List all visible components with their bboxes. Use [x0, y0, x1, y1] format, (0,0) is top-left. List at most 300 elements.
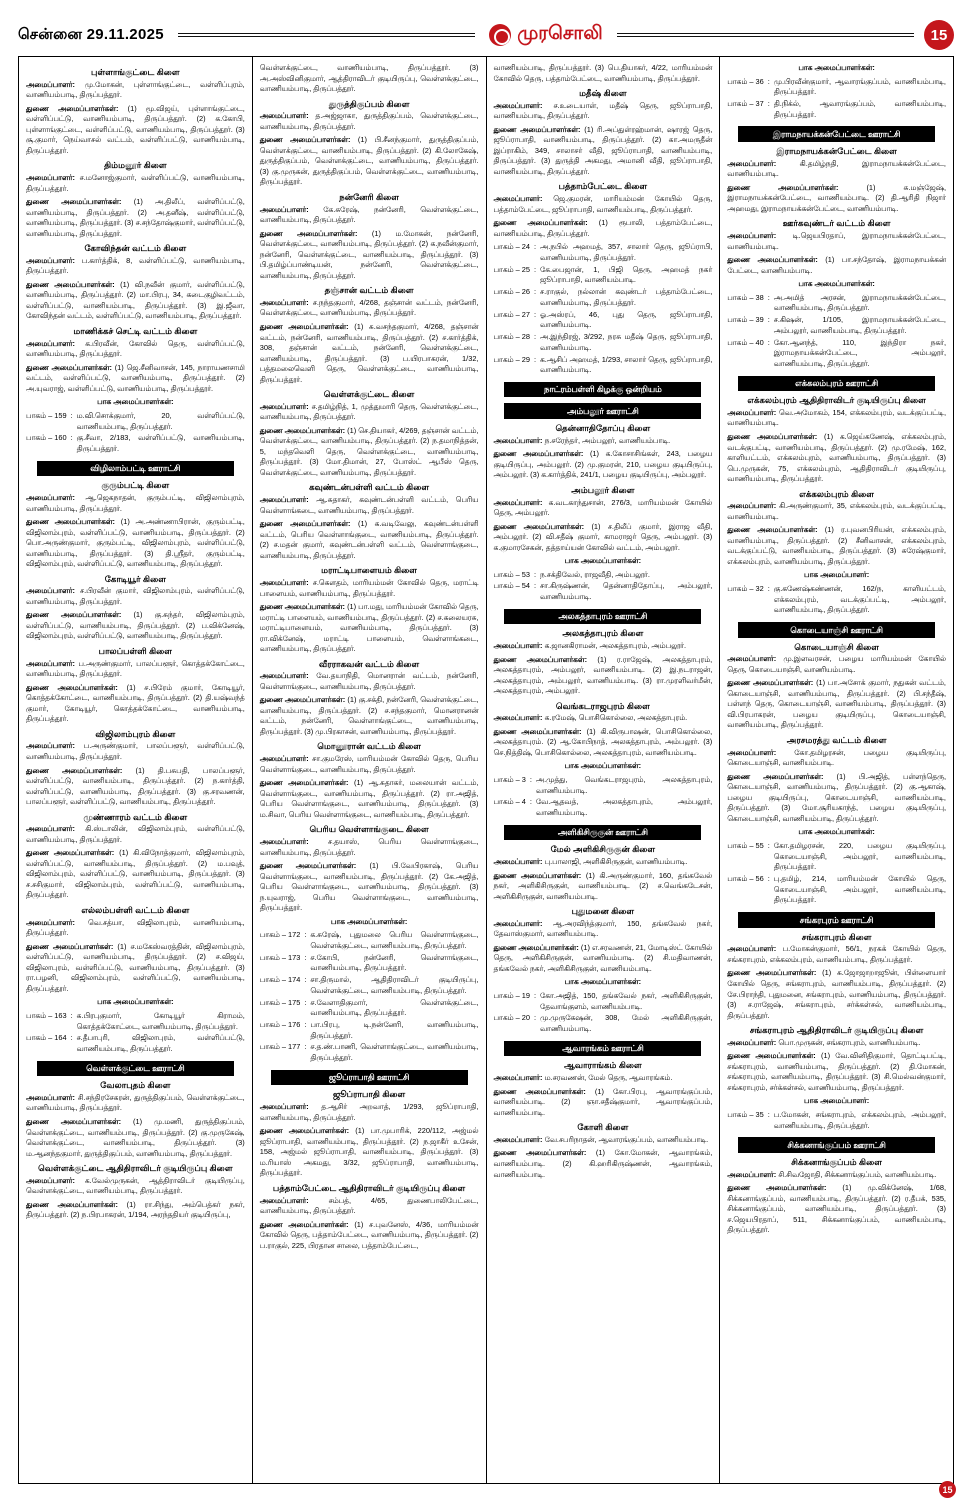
- ward-organiser-name: அ.அமித் அரசன், இராமநாயக்கன்பேட்டை, வாணியம்பாடி, திருப்பத்தூர்.: [773, 292, 946, 313]
- ward-list-row: [727, 338, 946, 370]
- branch-heading: விஜிலாம்புரம் கிளை: [95, 728, 176, 739]
- page-number-badge: 15: [924, 20, 954, 50]
- ward-number: பாகம் – 27: [493, 309, 530, 319]
- branch-heading: சங்கராபுரம் ஆதிதிராவிடர் குடியிருப்பு கிளை: [749, 1025, 924, 1036]
- ward-separator: :: [304, 997, 307, 1007]
- paragraph: அமைப்பாளர்: டி.ஜெயபிரதாப், இராமநாயக்கன்பேட்டை, வாணியம்பாடி.: [727, 231, 946, 251]
- branch-heading: தென்னாதிதோப்பு கிளை: [555, 422, 651, 433]
- ward-organiser-name: க.ஆசிப் அஹமத், 1/293, சாலார் தெரு, ஜூப்ராபாதி, வாணியம்பாடி.: [539, 354, 713, 375]
- ward-number: பாகம் – 56: [727, 874, 764, 884]
- branch-heading: வெங்கடராஜபுரம் கிளை: [555, 700, 650, 711]
- paragraph: அமைப்பாளர்: பொ.முருகன், சங்கராபுரம், வாணியம்பாடி.: [727, 1037, 921, 1047]
- ward-list-row: [494, 265, 713, 286]
- paragraph: அமைப்பாளர்: ச.நந்தகுமார், 4/268, தஞ்சான் வட்டம், நன்னேரி, வெள்ளக்குட்டை, வாணியம்பாடி, திருப்பத்தூர்.: [259, 297, 479, 318]
- paragraph: அமைப்பாளர்: ஆ.அரவிந்த்குமார், 150, தங்கவேல் நகர், தேவாஸ்குமார், வாணியம்பாடி.: [493, 918, 713, 939]
- paragraph: துணை அமைப்பாளர்கள்: (1) மு.மணி, துருத்திகுப்பம், வெள்ளக்குட்டை, வாணியம்பாடி, திருப்பத்தூர். (2) கு.முருகேஷ், வெள்ளக்குட்டை, வாணியம்பாடி, திருப்பத்தூர். (3) ம.ஆனந்தகுமார், துருத்திகுப்பம், வாணியம்பாடி, திருப்பத்தூர்.: [26, 1116, 245, 1158]
- ward-number: பாகம் – 177: [259, 1042, 301, 1052]
- paragraph: அமைப்பாளர்: சா.குமரேஸ், மாரியம்மன் கோவில் தெரு, பெரிய வெள்ளாங்குடை, வாணியம்பாடி, திருப்பத்தூர்.: [259, 754, 479, 774]
- ward-organiser-name: கோ.ஆனந்த், 110, இந்திரா நகர், இராமநாயக்கன்பேட்டை, அம்பலூர், வாணியம்பாடி, திருப்பத்தூர்.: [773, 337, 946, 368]
- branch-heading: சங்கராபுரம் கிளை: [801, 931, 872, 942]
- paragraph: அமைப்பாளர்: கி.தமிழ்நதி, இராமநாயக்கன்பேட்டை, வாணியம்பாடி.: [727, 158, 946, 179]
- section-banner: அலகத்தாபுரம் ஊராட்சி: [504, 609, 701, 625]
- ward-organiser-name: அ.இந்திரஜ், 3/292, நரசு மதீஷ் தெரு, ஜூப்ராபாதி, வாணியம்பாடி.: [539, 332, 713, 352]
- ward-number: பாகம் – 29: [493, 354, 530, 364]
- ward-separator: :: [304, 1042, 307, 1052]
- ward-separator: :: [767, 874, 770, 884]
- ward-separator: :: [767, 76, 770, 86]
- ward-list: [494, 991, 713, 1035]
- ward-list-row: [260, 1042, 479, 1063]
- paragraph: அமைப்பாளர்: கோ.தமிழரசன், பழைய குடியிருப்பு, கொடையாஞ்சி, வாணியம்பாடி.: [727, 747, 946, 768]
- ward-number: பாகம் – 4: [493, 797, 526, 807]
- paragraph: துணை அமைப்பாளர்கள்: (1) ச.புவனேஸ், 4/36, மாரியம்மன் கோவில் தெரு, பத்தாம்பேட்டை, வாணியம்பாடி, திருப்பத்தூர். (2) ப.ராகுல், 225, பிரதான சாலை, பத்தாம்பேட்டை,: [259, 1219, 479, 1250]
- section-banner: கொடையாஞ்சி ஊராட்சி: [738, 622, 935, 638]
- ward-number: பாகம் – 26: [493, 287, 530, 297]
- paragraph: துணை அமைப்பாளர்கள்: (1) பா.முபாரிக், 220/112, அஜ்மல் ஜூப்ராபாதி, வாணியம்பாடி, திருப்பத்தூர். (2) ந.ஜாகீர் உசேன், 158, அஜ்மல் ஜூப்ராபாதி, வாணியம்பாடி, திருப்பத்தூர். (3) ம.ரியாஸ் அகமது, 3/32, ஜூப்ராபாதி, வாணியம்பாடி, திருப்பத்தூர்.: [259, 1126, 479, 1178]
- paragraph: அமைப்பாளர்: ச.உடையாள், மதீஷ் தெரு, ஜூப்ராபாதி, வாணியம்பாடி, திருப்பத்தூர்.: [493, 100, 713, 121]
- branch-heading: துருத்திகுப்பம் கிளை: [328, 98, 410, 109]
- paragraph: துணை அமைப்பாளர்கள்: (1) ம.மோகன், நன்னேரி, வெள்ளக்குட்டை, வாணியம்பாடி, திருப்பத்தூர். (2) க.நவீன்குமார், நன்னேரி, வெள்ளக்குட்டை, வாணியம்பாடி, திருப்பத்தூர். (3) பி.தமிழ்ப்பாண்டியன், நன்னேரி, வெள்ளக்குட்டை, வாணியம்பாடி, திருப்பத்தூர்.: [259, 228, 479, 280]
- ward-list-row: [494, 332, 713, 353]
- ward-number: பாகம் – 176: [259, 1020, 301, 1029]
- branch-heading: பத்தாம்பேட்டை ஆதிதிராவிடர் குடியிருப்பு கிளை: [272, 1182, 466, 1193]
- branch-heading: மேல் அளிகிசிருகுன் கிளை: [550, 844, 656, 855]
- paragraph: துணை அமைப்பாளர்கள்: (1) ர.ராஜேஷ், அலகத்தாபுரம், அலகத்தாபுரம், அம்பலூர், வாணியம்பாடி. (2) இ.நடராஜன், அலகத்தாபுரம், அம்பலூர், வாணியம்பாடி. (3) ரா.முரளிவர்மீன், அலகத்தாபுரம், அம்பலூர்.: [493, 654, 713, 696]
- branch-heading: கவுண்டன்பள்ளி வட்டம் கிளை: [309, 482, 430, 493]
- branch-heading: கோடியூர் கிளை: [104, 573, 166, 584]
- ward-organiser-name: கோ.அஜித், 150, தங்கவேல் நகர், அளிகிசிருகுன், தேவாங்குளம், வாணியம்பாடி.: [539, 991, 713, 1011]
- branch-heading: வேலாபுதம் கிளை: [100, 1080, 171, 1091]
- ward-organiser-name: சா.கிருஷ்ணன், தென்னாதிதோப்பு, அம்பலூர், வாணியம்பாடி.: [539, 581, 713, 602]
- ward-list-row: [260, 998, 479, 1019]
- paragraph: பாக அமைப்பாளர்கள்:: [798, 827, 875, 837]
- branch-heading: கொடையாஞ்சி கிளை: [794, 641, 880, 652]
- branch-heading: தஞ்சான் வட்டம் கிளை: [324, 285, 414, 296]
- ward-separator: :: [533, 991, 537, 1000]
- ward-separator: :: [767, 292, 770, 302]
- section-banner: சங்கரபுரம் ஊராட்சி: [738, 912, 935, 928]
- ward-organiser-name: அ.நபில் அஹமத், 357, சாலார் தெரு, ஜூப்ராபி, வாணியம்பாடி, திருப்பத்தூர்.: [539, 242, 713, 262]
- paragraph: துணை அமைப்பாளர்கள்: (1) பி.வேபிரகாஷ், பெரிய வெள்ளாங்குடை, வாணியம்பாடி, திருப்பத்தூர். (2) கே.அஜித், பெரிய வெள்ளாங்குடை, வாணியம்பாடி, திருப்பத்தூர். (3) ந.யுவராஜ், பெரிய வெள்ளாங்குடை, வாணியம்பாடி, திருப்பத்தூர்.: [259, 861, 479, 913]
- ward-number: பாகம் – 37: [727, 98, 764, 108]
- paragraph: பாக அமைப்பாளர்கள்:: [330, 916, 408, 926]
- paragraph: துணை அமைப்பாளர்கள்: (1) ர.புவனபிரியன், எக்கலம்புரம், வாணியம்பாடி, திருப்பத்தூர். (2) சீனிவாசன், எக்கலம்புரம், வடக்குப்பட்டு, வாணியம்பாடி, திருப்பத்தூர். (3) சுரேஷ்குமார், எக்கலம்புரம், வாணியம்பாடி, திருப்பத்தூர்.: [727, 525, 946, 566]
- paragraph: அமைப்பாளர்: மு.மோகன், புள்ளாங்குட்டை, வள்ளிப்புரம், வாணியம்பாடி, திருப்பத்தூர்.: [26, 79, 245, 100]
- paragraph: துணை அமைப்பாளர்கள்: (1) க.கோசாசிங்கள், 243, பழைய குடியிருப்பு, அம்பலூர். (2) மு.குமரன், 210, பழைய குடியிருப்பு, அம்பலூர். (3) க.கார்த்திக், 241/1, பழைய குடியிருப்பு, அம்பலூர்.: [493, 449, 713, 480]
- paragraph: அமைப்பாளர்: ச.தயாஸ், பெரிய வெள்ளாங்குடை, வாணியம்பாடி, திருப்பத்தூர்.: [259, 837, 479, 857]
- section-banner: சிக்கனாங்குப்பம் ஊராட்சி: [738, 1137, 935, 1153]
- paragraph: அமைப்பாளர்: ஆ.சுதாகர், கவுண்டன்பள்ளி வட்டம், பெரிய வெள்ளாங்கடை, வாணியம்பாடி, திருப்பத்தூர்.: [259, 495, 479, 515]
- ward-number: பாகம் – 25: [493, 264, 530, 274]
- paragraph: அமைப்பாளர்: க.ஜானகிராமன், அலகத்தாபுரம், அம்பலூர்.: [493, 641, 687, 651]
- ward-separator: :: [767, 840, 770, 850]
- paragraph: துணை அமைப்பாளர்கள்: (1) கோ.மோகன், ஆவாரங்கம், வாணியம்பாடி. (2) கி.ஹரிகிருஷ்ணன், ஆவாரங்கம், வாணியம்பாடி.: [493, 1148, 713, 1179]
- masthead-place-date: சென்னை 29.11.2025: [18, 25, 164, 43]
- paragraph: துணை அமைப்பாளர்கள்: (1) பி.சீனந்குமார், துருத்திகுப்பம், வெள்ளக்குட்டை, வாணியம்பாடி, திருப்பத்தூர். (2) கி.லோகேஷ், துருத்திகுப்பம், வெள்ளக்குட்டை, வாணியம்பாடி, திருப்பத்தூர். (3) கு.முருகன், துருத்திகுப்பம், வெள்ளக்குட்டை, வாணியம்பாடி, திருப்பத்தூர்.: [259, 135, 479, 187]
- ward-list-row: [494, 1013, 713, 1034]
- ward-separator: :: [533, 581, 537, 591]
- ward-organiser-name: ச.கிஷன், 1/105, இராமநாயக்கன்பேட்டை, அம்பலூர், வாணியம்பாடி, திருப்பத்தூர்.: [773, 315, 946, 335]
- paragraph: அமைப்பாளர்: கே.சுரேஷ், நன்னேரி, வெள்ளக்குட்டை, வாணியம்பாடி, திருப்பத்தூர்.: [259, 204, 479, 225]
- ward-list-row: [494, 310, 713, 331]
- ward-list-row: [260, 1020, 479, 1041]
- ward-list-row: [727, 584, 946, 616]
- ward-list-row: [26, 1033, 245, 1054]
- ward-number: பாகம் – 36: [727, 76, 764, 86]
- ward-number: பாகம் – 19: [493, 991, 530, 1000]
- ward-list-row: [26, 433, 245, 454]
- paragraph: துணை அமைப்பாளர்கள்: (1) பா.சந்தோஷ், இராமநாயக்கன் பேட்டை, வாணியம்பாடி.: [727, 255, 946, 275]
- ward-organiser-name: ச.தீபாபுரி, விஜிலாபுரம், வள்ளிப்பட்டு, வாணியம்பாடி, திருப்பத்தூர்.: [76, 1033, 245, 1053]
- masthead-rule-left: [178, 33, 475, 37]
- paragraph: துணை அமைப்பாளர்கள்: (1) ச.பிரேம் குமார், கோடியூர், கொத்தக்கோட்டை, வாணியம்பாடி, திருப்பத்தூர். (2) தி.யஷ்வந்த் குமார், கோடியூர், கொத்தக்கோட்டை, வாணியம்பாடி, திருப்பத்தூர்.: [26, 682, 245, 724]
- branch-heading: அரசமரத்து வட்டம் கிளை: [786, 734, 887, 745]
- paragraph: துணை அமைப்பாளர்கள்: (1) பி.அஜித், பள்ளந்தெரு, கொடையாஞ்சி, வாணியம்பாடி, திருப்பத்தூர். (2) கு.ஆகாஷ், பழைய குடியிருப்பு, கொடையாஞ்சி, வாணியம்பாடி, திருப்பத்தூர். (3) மோ.சூரியகாந்த், பழைய குடியிருப்பு, கொடையாஞ்சி, வாணியம்பாடி, திருப்பத்தூர்.: [727, 771, 946, 823]
- ward-number: பாகம் – 24: [493, 242, 530, 252]
- paragraph: துணை அமைப்பாளர்கள்: (1) மூ.விஜய், புள்ளாங்குட்டை, வள்ளிப்பட்டு, வாணியம்பாடி, திருப்பத்தூர். (2) க.கோபி, புள்ளாங்குட்டை, வள்ளிப்பட்டு, வாணியம்பாடி, திருப்பத்தூர். (3) சூ.குமார், நெய்வாசல் வட்டம், வள்ளிப்பட்டு, வாணியம்பாடி, திருப்பத்தூர்.: [26, 103, 245, 155]
- paragraph: அமைப்பாளர்: வெ.சத்யா, விஜிலாபுரம், வாணியம்பாடி, திருப்பத்தூர்.: [26, 917, 245, 938]
- ward-separator: :: [767, 337, 770, 347]
- paragraph: துணை அமைப்பாளர்கள்: (1) மு.விக்னேஷ், 1/68, சிக்கனாங்குப்பம், வாணியம்பாடி, திருப்பத்தூர். (2) ர.தீபக், 535, சிக்கனாங்குப்பம், வாணியம்பாடி, திருப்பத்தூர். (3) ச.ஜெயபிரதாப், 511, சிக்கனாங்குப்பம், வாணியம்பாடி, திருப்பத்தூர்.: [727, 1183, 947, 1235]
- section-banner: அளிகிசிருகுன் ஊராட்சி: [504, 825, 701, 841]
- branch-heading: ஜூப்ராபாதி கிளை: [333, 1089, 406, 1100]
- branch-heading: கோவிந்தன் வட்டம் கிளை: [84, 243, 187, 254]
- branch-heading: வீரராகவன் வட்டம் கிளை: [319, 658, 420, 669]
- paragraph: அமைப்பாளர்: ப.அருண்குமார், பாலப்பளூர், கொத்தக்கோட்டை, வாணியம்பாடி, திருப்பத்தூர்.: [26, 658, 245, 679]
- paragraph: அமைப்பாளர்: வே.சபரிநாதன், ஆவாரங்குப்பம், வாணியம்பாடி.: [493, 1134, 709, 1144]
- ward-number: பாகம் – 163: [26, 1010, 67, 1020]
- ward-separator: :: [533, 332, 537, 342]
- section-banner: இராமநாயக்கன்பேட்டை ஊராட்சி: [738, 126, 935, 142]
- branch-heading: குரும்பட்டி கிளை: [101, 480, 170, 491]
- paragraph: துணை அமைப்பாளர்கள்: (1) சு.ஜோஜாறாஜூன், பிள்ளையார் கோயில் தெரு, சங்கராபுரம், வாணியம்பாடி, திருப்பத்தூர். (2) சே.பிராந்தி, புதுமனை, சங்கராபுரம், வாணியம்பாடி, திருப்பத்தூர். (3) ச.ராஜேஷ், சங்கராபுரம், சர்க்கள்சல், வாணியம்பாடி, திருப்பத்தூர்.: [727, 968, 947, 1020]
- ward-list-row: [494, 797, 713, 818]
- ward-list-row: [727, 315, 946, 336]
- ward-list-row: [494, 775, 713, 796]
- paragraph: துணை அமைப்பாளர்கள்: (1) கோ.பிரபு, ஆவாரங்குப்பம், வாணியம்பாடி. (2) ஞா.சதீஷ்குமார், ஆவாரங்குப்பம், வாணியம்பாடி.: [493, 1086, 713, 1117]
- section-banner: ஆவாரங்கம் ஊராட்சி: [504, 1041, 701, 1057]
- ward-organiser-name: பு.தமிழ், 214, மாரியம்மன் கோயில் தெரு, கொடையாஞ்சி, அம்பலூர், வாணியம்பாடி, திருப்பத்தூர்.: [773, 874, 946, 905]
- paragraph: அமைப்பாளர்: ச.கௌதம், மாரியம்மன் கோவில் தெரு, மராட்டி பாளையம், வாணியம்பாடி, திருப்பத்தூர்.: [259, 578, 479, 598]
- ward-separator: :: [304, 975, 307, 985]
- masthead-logo: [481, 23, 611, 47]
- branch-heading: ஆவாராங்கம் கிளை: [563, 1060, 642, 1071]
- ward-list-row: [494, 355, 713, 376]
- ward-organiser-name: சா.திருமால், ஆதிதிராவிடர் குடியிருப்பு, வெள்ளக்குட்டை, வாணியம்பாடி, திருப்பத்தூர்.: [310, 975, 479, 995]
- article-columns: [18, 56, 954, 1484]
- paragraph: துணை அமைப்பாளர்கள்: (1) கி.அருண்குமார், 160, தங்கவேல் நகர், அளிகிசிருகுன், வாணியம்பாடி. (2) ச.வெங்கடேசன், அளிகிசிருகுன், வாணியம்பாடி.: [493, 870, 713, 901]
- ward-list: [727, 584, 946, 616]
- ward-list: [26, 1011, 245, 1055]
- paragraph: அமைப்பாளர்: சி.சிவஜோதி, சிக்கனாங்குப்பம், வாணியம்பாடி.: [727, 1169, 937, 1179]
- paragraph: அமைப்பாளர்: க.வடகாந்துசான், 276/3, மாரியம்மன் கோயில் தெரு, அம்பலூர்.: [493, 497, 713, 518]
- paragraph: பாக அமைப்பாளர்கள்:: [798, 63, 875, 72]
- branch-heading: பெரிய வெள்ளாங்குடை கிளை: [309, 824, 429, 835]
- ward-separator: :: [767, 583, 770, 593]
- section-banner: நாட்ரம்பள்ளி கிழக்கு ஒன்றியம்: [504, 382, 701, 398]
- ward-number: பாகம் – 53: [493, 569, 530, 579]
- ward-organiser-name: மு.பிரவீன்குமார், ஆவாரங்குப்பம், வாணியம்பாடி, திருப்பத்தூர்.: [773, 76, 946, 97]
- ward-number: பாகம் – 175: [259, 997, 301, 1007]
- ward-organiser-name: கே.பைஜான், 1, பிஜி தெரு, அஹமத் நகர் ஜூப்ராபாதி, வாணியம்பாடி.: [539, 264, 713, 285]
- paragraph: வாணியம்பாடி, திருப்பத்தூர். (3) பெ.தியாகர், 4/22, மாரியம்மன் கோவில் தெரு, பத்தாம்பேட்டை, வாணியம்பாடி, திருப்பத்தூர்.: [493, 63, 713, 83]
- ward-list-row: [260, 975, 479, 996]
- footer-page-number-badge: 15: [939, 1481, 956, 1498]
- paragraph: அமைப்பாளர்: ச.மனோஜ்குமார், வள்ளிப்பட்டு, வாணியம்பாடி, திருப்பத்தூர்.: [26, 173, 245, 193]
- ward-organiser-name: கு.கணேஷ்கண்ணன், 162/ந, காளியட்டம், எக்கலம்புரம், வடக்குப்பட்டி, அம்பலூர், வாணியம்பாடி, திருப்பத்தூர்.: [773, 583, 946, 615]
- paragraph: துணை அமைப்பாளர்கள்: (1) பா.அசோக் குமார், நதுகன் வட்டம், கொடையாஞ்சி, வாணியம்பாடி, திருப்பத்தூர். (2) பி.சந்தீஷ், பள்ளந் தெரு, கொடையாஞ்சி, வாணியம்பாடி, திருப்பத்தூர். (3) வி.பிரபாகரன், பழைய குடியிருப்பு, கொடையாஞ்சி, வாணியம்பாடி, திருப்பத்தூர்.: [727, 678, 946, 730]
- paragraph: அமைப்பாளர்: ப.மோகன்குமார், 56/1, நரகக் கோயில் தெரு, சங்கராபுரம், எக்கலம்புரம், வாணியம்பாடி, திருப்பத்தூர்.: [727, 944, 946, 964]
- ward-organiser-name: ம.வி.சொக்குமார், 20, வள்ளிப்பட்டு, வாணியம்பாடி, திருப்பத்தூர்.: [76, 410, 245, 431]
- paragraph: பாக அமைப்பாளர்கள்:: [564, 556, 642, 566]
- section-banner: விழிலாம்பட்டி ஊராட்சி: [37, 461, 234, 477]
- branch-heading: எல்லம்பள்ளி வட்டம் கிளை: [81, 904, 190, 915]
- paragraph: துணை அமைப்பாளர்கள்: (1) பா.மது, மாரியம்மன் கோவில் தெரு, மராட்டி பாளையம், வாணியம்பாடி, திருப்பத்தூர். (2) ச.கலையரசு, மராட்டிபாளையம், வாணியம்பாடி, திருப்பத்தூர். (3) ரா.விக்னேஷ், மராட்டி பாளையம், வெள்ளாங்கடை, வாணியம்பாடி, திருப்பத்தூர்.: [259, 602, 479, 654]
- paragraph: துணை அமைப்பாளர்கள்: (1) அ.திலீப், வள்ளிப்பட்டு, வாணியம்பாடி, திருப்பத்தூர். (2) அ.தனீஷ், வள்ளிப்பட்டு, வாணியம்பாடி, திருப்பத்தூர். (3) ச.சந்தோஷ்குமார், வள்ளிப்பட்டு, வாணியம்பாடி, திருப்பத்தூர்.: [26, 197, 245, 238]
- ward-separator: :: [70, 433, 73, 443]
- paragraph: துணை அமைப்பாளர்கள்: (1) வே.வினிதிகுமார், தொட்டிபட்டி, சங்கராபுரம், வாணியம்பாடி, திருப்பத்தூர். (2) தி.மோகன், சங்கராபுரம், வாணியம்பாடி, திருப்பத்தூர். (3) சி.மெல்வன்குமார், சங்கராபுரம், சர்க்கள்சல், வாணியம்பாடி, திருப்பத்தூர்.: [727, 1051, 946, 1092]
- ward-list-row: [727, 874, 946, 906]
- ward-number: பாகம் – 173: [259, 952, 301, 962]
- ward-separator: :: [70, 410, 73, 420]
- paragraph: பாக அமைப்பாளர்கள்:: [798, 279, 875, 289]
- paragraph: துணை அமைப்பாளர்கள்: (1) சு.வசந்தகுமார், 4/268, தஞ்சான் வட்டம், நன்னேரி, வாணியம்பாடி, திருப்பத்தூர். (2) ச.கார்த்திக், 308, தஞ்சான் வட்டம், நன்னேரி, வெள்ளக்குட்டை, வாணியம்பாடி, திருப்பத்தூர். (3) ப.யிரபாகரன், 1/32, பத்தமலைவெளி தெரு, வெள்ளக்குட்டை, வாணியம்பாடி, திருப்பத்தூர்.: [259, 322, 479, 384]
- paragraph: பாக அமைப்பாளர்கள்:: [564, 761, 642, 771]
- ward-separator: :: [533, 309, 537, 319]
- paragraph: பாக அமைப்பாளர்கள்:: [97, 397, 174, 407]
- paragraph: துணை அமைப்பாளர்கள்: (1) வி.நவீன் குமார், வள்ளிப்பட்டு, வாணியம்பாடி, திருப்பத்தூர். (2) மா.பிரபு, 34, கடைகுழிவட்டம், வள்ளிப்பட்டு, வாணியம்பாடி, திருப்பத்தூர். (3) இ.ஜீவா, கோவிந்தன் வட்டம், வள்ளிப்பட்டு, வாணியம்பாடி, திருப்பத்தூர்.: [26, 279, 245, 321]
- paragraph: துணை அமைப்பாளர்கள்: (1) ரூபாலி, பத்தாம்பேட்டை, வாணியம்பாடி, திருப்பத்தூர்.: [493, 218, 713, 238]
- paragraph: துணை அமைப்பாளர்கள்: (1) ரி.அப்துள்ரஹ்மான், ஷாரஜ் தெரு, ஜூப்ராபாதி, வாணியம்பாடி, திருப்பத்தூர். (2) கா.அமருதீன் இப்ராகிம், 349, சாலாசர் வீதி, ஜூப்ராபாதி, வாணியம்பாடி, திருப்பத்தூர். (3) துருத்தி அகமது, அமானி வீதி, ஜூப்ராபாதி, வாணியம்பாடி, திருப்பத்தூர்.: [493, 124, 713, 176]
- paragraph: அமைப்பாளர்: க.வேல்முருகன், ஆத்திராவிடர் குடியிருப்பு, வெள்ளக்குட்டை, வாணியம்பாடி, திருப்பத்தூர்.: [26, 1175, 245, 1196]
- ward-number: பாகம் – 159: [26, 410, 67, 420]
- branch-heading: இராமநாயக்கன்பேட்டை கிளை: [776, 145, 897, 156]
- paragraph: துணை அமைப்பாளர்கள்: (1) அ.அண்ணாபிரான், குரும்பட்டி, விஜிலாம்புரம், வள்ளிப்பட்டு, வாணியம்பாடி, திருப்பத்தூர். (2) பொ.அருண்குமார், குரும்பட்டி, விஜிலாம்புரம், வள்ளிப்பட்டு, வாணியம்பாடி, திருப்பத்தூர். (3) தி.ஸ்ரீதர், குரும்பட்டி, விஜிலாம்புரம், வள்ளிப்பட்டு, வாணியம்பாடி, திருப்பத்தூர்.: [26, 517, 245, 569]
- ward-organiser-name: ச.வேளாதிகுமார், வெள்ளக்குட்டை, வாணியம்பாடி, திருப்பத்தூர்.: [310, 997, 479, 1018]
- ward-organiser-name: தி.நிக்ல், ஆவாரங்குப்பம், வாணியம்பாடி, திருப்பத்தூர்.: [773, 98, 946, 119]
- branch-heading: கோளி கிளை: [577, 1122, 629, 1133]
- ward-organiser-name: ச.த.ண்.பாணி, வெள்ளாங்குட்டை, வாணியம்பாடி, திருப்பத்தூர்.: [310, 1042, 479, 1063]
- ward-list-row: [494, 581, 713, 602]
- paragraph: துணை அமைப்பாளர்கள்: (1) ஜெ.சீனிவாசன், 145, நாராயணசாமி வட்டம், வள்ளிப்பட்டு, வாணியம்பாடி, திருப்பத்தூர். (2) அ.யுவராஜ், வள்ளிப்பட்டு, வாணியம்பாடி, திருப்பத்தூர்.: [26, 362, 245, 393]
- paragraph: துணை அமைப்பாளர்கள்: (1) க.வடிவேலு, கவுண்டன்பள்ளி வட்டம், பெரிய வெள்ளாங்குடை, வாணியம்பாடி, திருப்பத்தூர். (2) ச.மதன் குமார், கவுண்டன்பள்ளி வட்டம், வெள்ளாங்குடை, வாணியம்பாடி, திருப்பத்தூர்.: [259, 519, 479, 560]
- section-banner: அம்பலூர் ஊராட்சி: [504, 403, 701, 419]
- ward-separator: :: [533, 287, 537, 297]
- paragraph: அமைப்பாளர்: த.அஜ்ஜாகா, துருத்திகுப்பம், வெள்ளக்குட்டை, வாணியம்பாடி, திருப்பத்தூர்.: [259, 111, 479, 131]
- ward-list: [727, 77, 946, 121]
- ward-list-row: [26, 1011, 245, 1032]
- ward-organiser-name: ஓ.அஸ்ரப், 46, புது தெரு, ஜூப்ராபாதி, வாணியம்பாடி.: [539, 309, 713, 330]
- masthead-logo-text: முரசொலி: [517, 23, 603, 44]
- paragraph: துணை அமைப்பாளர்கள்: (1) ரா.சிந்து, அம்பெத்கர் நகர், திருப்பத்தூர். (2) ந.பிரபாகரன், 1/194, அரந்ததியர் குடியிருப்பு,: [26, 1199, 245, 1220]
- section-banner: வெள்ளக்குட்டை ஊராட்சி: [37, 1061, 234, 1077]
- paragraph: அமைப்பாளர்: த.ஆசிர் அறவாத், 1/293, ஜூப்ராபாதி, வாணியம்பாடி, திருப்பத்தூர்.: [259, 1102, 479, 1122]
- ward-organiser-name: க.சுரேஷ், புதுமலை பெரிய வெள்ளாங்குடை, வெள்ளக்குட்டை, வாணியம்பாடி, திருப்பத்தூர்.: [310, 930, 479, 950]
- text-column-2: [252, 57, 486, 1483]
- ward-organiser-name: ப.மோகன், சங்கராபுரம், எக்கலம்புரம், அம்பலூர், வாணியம்பாடி, திருப்பத்தூர்.: [773, 1109, 946, 1130]
- ward-separator: :: [533, 242, 537, 252]
- section-banner: எக்கலம்புரம் ஊராட்சி: [738, 376, 935, 392]
- ward-list-row: [494, 991, 713, 1012]
- ward-list-row: [260, 953, 479, 974]
- paragraph: அமைப்பாளர்: ந.சரேந்தர், அம்பலூர், வாணியம்பாடி.: [493, 435, 671, 445]
- paragraph: அமைப்பாளர்: சி.சந்திரசேகரன், துருத்திகுப்பம், வெள்ளக்குட்டை, வாணியம்பாடி, திருப்பத்தூர்.: [26, 1092, 245, 1113]
- ward-list-row: [727, 1110, 946, 1131]
- ward-number: பாகம் – 55: [727, 840, 764, 850]
- paragraph: வெள்ளக்குட்டை, வாணியம்பாடி, திருப்பத்தூர். (3) அ.அஸ்வினிகுமார், ஆத்திராவிடர் குடியிருப்பு, வெள்ளக்குட்டை, வாணியம்பாடி, திருப்பத்தூர்.: [259, 63, 479, 94]
- murasoli-logo-icon: [489, 24, 511, 46]
- ward-separator: :: [767, 315, 770, 325]
- paragraph: அமைப்பாளர்: மு.இளவரசன், பழைய மாரியம்மன் கோயில் தெரு, கொடையாஞ்சி, வாணியம்பாடி.: [727, 654, 946, 674]
- ward-list-row: [727, 841, 946, 873]
- ward-separator: :: [533, 264, 537, 274]
- branch-heading: அம்பலூர் கிளை: [571, 484, 635, 495]
- ward-list-row: [727, 77, 946, 98]
- paragraph: பாக அமைப்பாளர்கள்:: [97, 997, 174, 1007]
- ward-list: [26, 411, 245, 455]
- branch-heading: மாணிக்கச் செட்டி வட்டம் கிளை: [73, 326, 198, 336]
- ward-list: [494, 775, 713, 819]
- branch-heading: புதுமனை கிளை: [571, 906, 635, 917]
- paragraph: அமைப்பாளர்: பு.பாலாஜி, அளிகிசிருகுன், வாணியம்பாடி.: [493, 857, 688, 867]
- ward-separator: :: [529, 797, 532, 807]
- branch-heading: பாலப்பள்ளி கிளை: [98, 645, 173, 656]
- paragraph: அமைப்பாளர்: ச.தமிழ்நித், 1, முத்துமாரி தெரு, வெள்ளக்குட்டை, வாணியம்பாடி, திருப்பத்தூர்.: [259, 401, 479, 422]
- ward-number: பாகம் – 164: [26, 1033, 67, 1043]
- paragraph: அமைப்பாளர்: க.ரமேஷ், பொசிகொல்லை, அலகத்தாபுரம்.: [493, 713, 688, 723]
- ward-organiser-name: கோ.தமிழரசன், 220, பழைய குடியிருப்பு, கொடையாஞ்சி, அம்பலூர், வாணியம்பாடி, திருப்பத்தூர்.: [773, 840, 946, 872]
- paragraph: துணை அமைப்பாளர்கள்: (1) க.ஜெய்கணேஷ், எக்கலம்புரம், வடக்குபட்டி, வாணியம்பாடி, திருப்பத்தூர். (2) மு.ரமேஷ், 162, காளியட்டம், எக்கலம்புரம், வாணியம்பாடி, திருப்பத்தூர். (3) பெ.முருகன், 75, எக்கலம்புரம், ஆதிதிராவிடர் குடியிருப்பு, வாணியம்பாடி, திருப்பத்தூர்.: [727, 431, 946, 484]
- branch-heading: எக்கலம்புரம் ஆதிதிராவிடர் குடியிருப்பு கிளை: [747, 395, 926, 406]
- text-column-4: [719, 57, 953, 1483]
- branch-heading: புள்ளாங்குட்டை கிளை: [91, 67, 180, 77]
- ward-organiser-name: அ.முத்து, வெங்கடராஜபுரம், அலகத்தாபுரம், வாணியம்பாடி.: [535, 774, 713, 795]
- ward-separator: :: [533, 354, 537, 364]
- ward-organiser-name: பா.பிரபு, டி.நன்னேரி, வாணியம்பாடி, திருப்பத்தூர்.: [310, 1020, 479, 1040]
- ward-list: [727, 841, 946, 906]
- paragraph: அமைப்பாளர்: ம.சரவணன், மேல் தெரு, ஆவாரங்கம்.: [493, 1073, 673, 1083]
- ward-organiser-name: ந.சக்திவேல், ராஜவீதி, அம்பலூர்.: [539, 569, 650, 579]
- ward-list-row: [260, 930, 479, 951]
- paragraph: பாக அமைப்பாளர்:: [804, 1096, 870, 1106]
- branch-heading: வெள்ளக்குட்டை கிளை: [323, 389, 415, 400]
- ward-organiser-name: க.பிரபுகுமார், கோடியூர் கிராமம், கொத்தக்கோட்டை, வாணியம்பாடி, திருப்பத்தூர்.: [76, 1010, 245, 1031]
- paragraph: அமைப்பாளர்: ப.கார்த்திக், 8, வள்ளிப்பட்டு, வாணியம்பாடி, திருப்பத்தூர்.: [26, 255, 245, 276]
- ward-number: பாகம் – 35: [727, 1109, 764, 1119]
- ward-number: பாகம் – 20: [493, 1013, 530, 1023]
- ward-separator: :: [70, 1033, 73, 1043]
- ward-separator: :: [533, 569, 537, 579]
- paragraph: துணை அமைப்பாளர்கள்: (1) கு.சக்தி, நன்னேரி, வெள்ளக்குட்டை, வாணியம்பாடி, திருப்பத்தூர். (2) ச.சந்தகுமார், மொனரானன் வட்டம், நன்னேரி, வெள்ளாங்குட்டை, வாணியம்பாடி, திருப்பத்தூர். (3) மு.பிரகாசன், வாணியம்பாடி, திருப்பத்தூர்.: [259, 695, 479, 736]
- ward-organiser-name: கு.சீவா, 2/183, வள்ளிப்பட்டு, வாணியம்பாடி, திருப்பத்தூர்.: [76, 433, 245, 454]
- masthead-rule-right: [617, 33, 914, 37]
- ward-number: பாகம் – 38: [727, 292, 764, 302]
- ward-list: [727, 1110, 946, 1131]
- ward-number: பாகம் – 39: [727, 315, 764, 325]
- text-column-3: [486, 57, 720, 1483]
- branch-heading: திம்மனூர் கிளை: [104, 160, 167, 171]
- paragraph: அமைப்பாளர்: ப.அருண்குமார், பாலப்பளூர், வள்ளிப்பட்டு, வாணியம்பாடி, திருப்பத்தூர்.: [26, 741, 245, 761]
- ward-number: பாகம் – 3: [493, 774, 526, 784]
- paragraph: அமைப்பாளர்: வே.தயாநிதி, மொனரான் வட்டம், நன்னேரி, வெள்ளாங்குடை, வாணியம்பாடி, திருப்பத்தூர்.: [259, 671, 479, 691]
- branch-heading: எக்கலம்புரம் கிளை: [799, 488, 875, 499]
- ward-list: [260, 930, 479, 1064]
- ward-number: பாகம் – 54: [493, 581, 530, 591]
- ward-separator: :: [304, 930, 307, 940]
- branch-heading: மதீஷ் கிளை: [579, 88, 627, 99]
- paragraph: அமைப்பாளர்: கி.ஸ்டாலின், விஜிலாம்புரம், வள்ளிப்பட்டு, வாணியம்பாடி, திருப்பத்தூர்.: [26, 824, 245, 844]
- paragraph: துணை அமைப்பாளர்கள்: (1) கு.சுந்தர், விஜிலாம்புரம், வள்ளிப்பட்டு, வாணியம்பாடி, திருப்பத்தூர். (2) ப.விக்னேஷ், விஜிலாம்புரம், வள்ளிப்பட்டு, வாணியம்பாடி, திருப்பத்தூர்.: [26, 610, 245, 641]
- branch-heading: ஊர்கவுண்டர் வட்டம் கிளை: [782, 218, 891, 229]
- section-banner: ஜூப்ராபாதி ஊராட்சி: [271, 1070, 468, 1086]
- branch-heading: சிக்கனாங்குப்பம் கிளை: [791, 1156, 882, 1167]
- ward-organiser-name: ச.ராகுல், நல்லான் கவுண்டர் பத்தாம்பேட்டை, வாணியம்பாடி, திருப்பத்தூர்.: [539, 287, 713, 307]
- branch-heading: மராட்டிபாளையம் கிளை: [321, 565, 418, 576]
- paragraph: துணை அமைப்பாளர்கள்: (1) சு.மஞ்ஜேஷ், இராமநாயக்கன்பேட்டை, வாணியம்பாடி. (2) தி.ஆரிதி நிஜார் அஹமது, இராமநாயக்கன்பேட்டை, வாணியம்பாடி.: [727, 182, 947, 213]
- ward-number: பாகம் – 172: [259, 930, 301, 940]
- branch-heading: பத்தாம்பேட்டை கிளை: [558, 181, 648, 192]
- ward-separator: :: [70, 1010, 73, 1020]
- ward-list-row: [494, 287, 713, 308]
- branch-heading: அலகத்தாபுரம் கிளை: [562, 628, 644, 639]
- paragraph: துணை அமைப்பாளர்கள்: (1) செ.தியாகர், 4/269, தஞ்சான் வட்டம், வெள்ளக்குட்டை, வாணியம்பாடி, திருப்பத்தூர். (2) ந.தமாநித்தன், 5, மந்தவெளி தெரு, வெள்ளக்குட்டை, வாணியம்பாடி, திருப்பத்தூர். (3) மோ.திமான், 27, போஸ்ட் ஆபீஸ் தெரு, வெள்ளக்குட்டை, வாணியம்பாடி, திருப்பத்தூர்.: [259, 425, 479, 477]
- paragraph: அமைப்பாளர்: வெ.அமோகம், 154, எக்கலம்புரம், வடக்குப்பட்டி, வாணியம்பாடி.: [727, 407, 946, 428]
- ward-list-row: [727, 293, 946, 314]
- paragraph: அமைப்பாளர்: க.பிரவீன், கோவில் தெரு, வள்ளிப்பட்டு, வாணியம்பாடி, திருப்பத்தூர்.: [26, 338, 245, 359]
- paragraph: துணை அமைப்பாளர்கள்: (1) கி.விநோத்குமார், விஜிலாம்புரம், வள்ளிப்பட்டு, வாணியம்பாடி, திருப்பத்தூர். (2) ம.பவுத், விஜிலாம்புரம், வள்ளிப்பட்டு, வாணியம்பாடி, திருப்பத்தூர். (3) ச.சசிகுமார், விஜிலாம்புரம், வள்ளிப்பட்டு, வாணியம்பாடி, திருப்பத்தூர்.: [26, 848, 245, 900]
- branch-heading: மொனூரான் வட்டம் கிளை: [317, 741, 421, 752]
- paragraph: துணை அமைப்பாளர்கள்: (1) ச.மகேஸ்வரத்தின், விஜிலாம்புரம், வள்ளிப்பட்டு, வாணியம்பாடி, திருப்பத்தூர். (2) ச.விஜய், விஜிலாபுரம், வள்ளிப்பட்டு, வாணியம்பாடி, திருப்பத்தூர். (3) ரா.பழனி, விஜிலாம்புரம், வள்ளிப்பட்டு, வாணியம்பாடி, திருப்பத்தூர்.: [26, 941, 245, 993]
- ward-separator: :: [304, 952, 307, 962]
- masthead: [18, 14, 954, 56]
- paragraph: துணை அமைப்பாளர்கள்: (1) கி.விருபாஷன், பொசிகொல்லை, அலகத்தாபுரம். (2) ஆ.கோபிநாத், அலகத்தாபுரம், அம்பலூர். (3) செ.நித்திஷ், பொசிகொல்லை, அலகத்தாபுரம், வாணியம்பாடி.: [493, 726, 713, 757]
- paragraph: துணை அமைப்பாளர்கள்: (1) ஆ.சுதாகர், மலையான் வட்டம், வெள்ளாங்குடை, வாணியம்பாடி, திருப்பத்தூர். (2) ரா.அஜித், பெரிய வெள்ளாங்குடை, வாணியம்பாடி, திருப்பத்தூர். (3) ம.சிவா, பெரிய வெள்ளாங்குடை, வாணியம்பாடி, திருப்பத்தூர்.: [259, 778, 479, 819]
- paragraph: பாக அமைப்பாளர்கள்:: [564, 977, 642, 987]
- paragraph: பாக அமைப்பாளர்:: [804, 570, 870, 580]
- branch-heading: வெள்ளக்குட்டை ஆதிதிராவிடர் குடியிருப்பு கிளை: [38, 1163, 233, 1174]
- ward-separator: :: [767, 98, 770, 108]
- ward-separator: :: [529, 774, 532, 784]
- paragraph: அமைப்பாளர்: சம்பத், 4/65, துணைபாலிபேட்டை, வாணியம்பாடி, திருப்பத்தூர்.: [259, 1195, 479, 1216]
- ward-separator: :: [767, 1109, 770, 1119]
- ward-list-row: [26, 411, 245, 432]
- paragraph: அமைப்பாளர்: ஜெ.குமரன், மாரியம்மன் கோயில் தெரு, பத்தாம்பேட்டை, ஜூப்ராபாதி, வாணியம்பாடி, திருப்பத்தூர்.: [493, 194, 713, 214]
- ward-number: பாகம் – 40: [727, 337, 764, 347]
- ward-list-row: [494, 242, 713, 263]
- ward-number: பாகம் – 32: [727, 583, 764, 593]
- ward-list: [494, 242, 713, 376]
- ward-list-row: [727, 99, 946, 120]
- ward-list: [727, 293, 946, 370]
- ward-number: பாகம் – 28: [493, 332, 530, 342]
- paragraph: துணை அமைப்பாளர்கள்: (1) தி.பசுபதி, பாலப்பளூர், வள்ளிப்பட்டு, வாணியம்பாடி, திருப்பத்தூர். (2) ந.கார்த்தி, வள்ளிப்பட்டு, வாணியம்பாடி, திருப்பத்தூர். (3) கு.சரவணன், பாலப்பளூர், வள்ளிப்பட்டு, வாணியம்பாடி, திருப்பத்தூர்.: [26, 765, 245, 807]
- ward-organiser-name: ச.கோபி, நன்னேரி, வெள்ளாங்குடை, வாணியம்பாடி, திருப்பத்தூர்.: [310, 952, 479, 973]
- ward-list: [494, 570, 713, 603]
- ward-organiser-name: வே.ஆதவத், அலகத்தாபுரம், அம்பலூர், வாணியம்பாடி.: [535, 797, 713, 818]
- branch-heading: நன்னேரி கிளை: [339, 191, 400, 202]
- ward-separator: :: [304, 1020, 307, 1029]
- paragraph: அமைப்பாளர்: ஆ.ஜெகநாதன், குரும்பட்டி, விஜிலாம்புரம், வாணியம்பாடி, திருப்பத்தூர்.: [26, 493, 245, 513]
- paragraph: அமைப்பாளர்: ச.பிரவீன் குமார், விஜிலாம்புரம், வள்ளிப்பட்டு, வாணியம்பாடி, திருப்பத்தூர்.: [26, 586, 245, 606]
- branch-heading: முண்ணாரம் வட்டம் கிளை: [83, 811, 188, 822]
- ward-number: பாகம் – 174: [259, 975, 301, 985]
- text-column-1: [19, 57, 252, 1483]
- paragraph: துணை அமைப்பாளர்கள்: (1) ச.திலீப் குமார், இராஜ வீதி, அம்பலூர். (2) வி.சதீஷ் குமார், காமராஜர் தெரு, அம்பலூர். (3) க.குமாரசேகன், தத்தாய்யன் கோவில் வட்டம், அம்பலூர்.: [493, 521, 713, 552]
- ward-separator: :: [533, 1013, 537, 1023]
- paragraph: துணை அமைப்பாளர்கள்: (1) எ.சரவணன், 21, மோடிஸ்ட் கோயில் தெரு, அளிகிசிருகுன், வாணியம்பாடி. (2) சி.மதிவாணன், தங்கவேல் நகர், அளிகிசிருகுன், வாணியம்பாடி.: [493, 942, 713, 973]
- paragraph: அமைப்பாளர்: கி.அருண்குமார், 35, எக்கலம்புரம், வடக்குப்பட்டி, வாணியம்பாடி.: [727, 501, 946, 521]
- ward-list-row: [494, 570, 713, 581]
